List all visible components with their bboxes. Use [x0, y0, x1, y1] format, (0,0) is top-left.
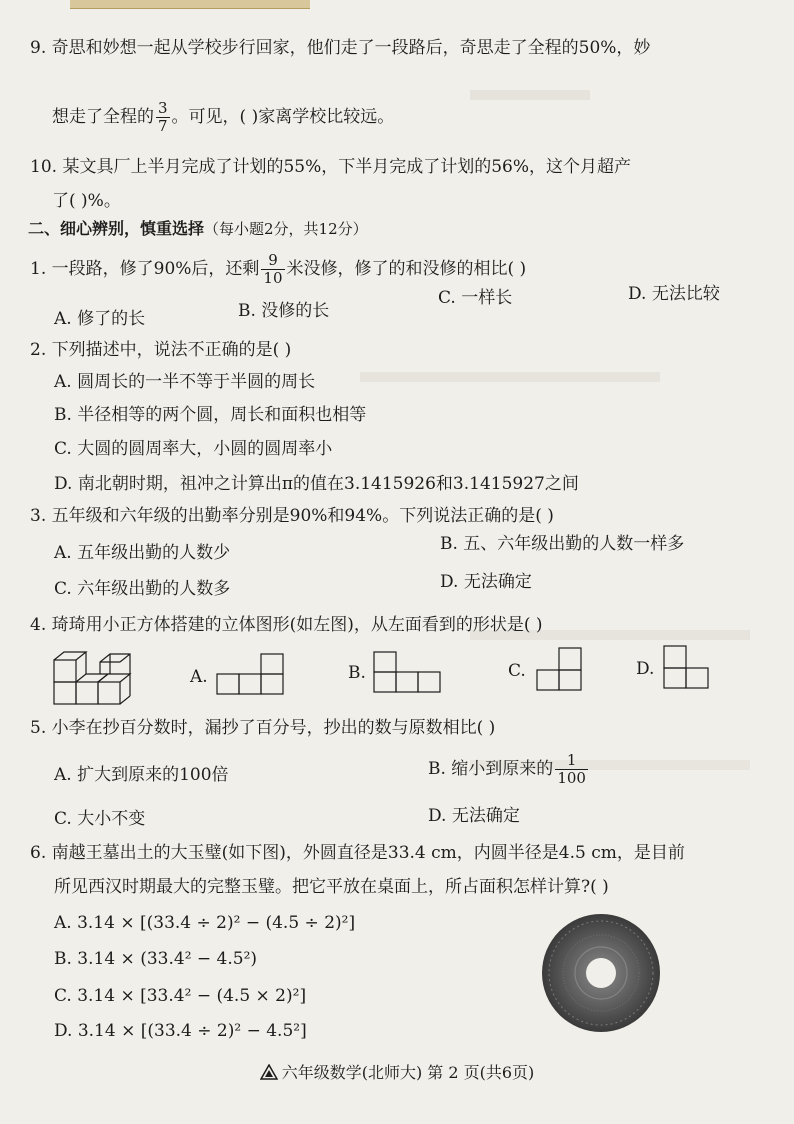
- s6-option-d: D. 3.14 × [(33.4 ÷ 2)² − 4.5²]: [54, 1021, 307, 1041]
- s6-option-a: A. 3.14 × [(33.4 ÷ 2)² − (4.5 ÷ 2)²]: [54, 913, 356, 933]
- section2-heading: [28, 218, 368, 240]
- option-a-view-drawing: [215, 650, 287, 696]
- s1-option-a: A. 修了的长: [54, 309, 146, 329]
- cube-structure-drawing: [52, 648, 142, 708]
- s1-option-b: B. 没修的长: [238, 301, 330, 321]
- s6-option-b: B. 3.14 × (33.4² − 4.5²): [54, 949, 258, 969]
- page-footer: [0, 1060, 794, 1084]
- s6-line1: 6. 南越王墓出土的大玉璧(如下图)，外圆直径是33.4 cm，内圆半径是4.5 cm，是目前: [30, 843, 685, 863]
- option-d-view-drawing: [662, 642, 714, 692]
- q9-fraction-num: 3: [158, 99, 168, 117]
- bleed-through-shadow: [470, 90, 590, 100]
- s3-option-d: D. 无法确定: [440, 572, 532, 592]
- section2-note: （每小题2分，共12分）: [204, 220, 368, 238]
- s1-option-d: D. 无法比较: [628, 284, 720, 304]
- s5-option-b: [428, 752, 590, 787]
- s5-fraction-num: 1: [566, 751, 577, 769]
- publisher-triangle-icon: [260, 1064, 278, 1084]
- s6-option-c: C. 3.14 × [33.4² − (4.5 × 2)²]: [54, 986, 307, 1006]
- s5-option-b-fraction: [555, 752, 588, 787]
- s5-option-c: C. 大小不变: [54, 809, 146, 829]
- s4-label-b: B.: [348, 663, 366, 683]
- s3-option-b: B. 五、六年级出勤的人数一样多: [440, 534, 685, 554]
- s4-label-d: D.: [636, 659, 655, 679]
- option-b-view-drawing: [372, 648, 446, 694]
- s2-option-c: C. 大圆的圆周率大，小圆的圆周率小: [54, 439, 333, 459]
- q9-fraction-den: 7: [158, 117, 168, 135]
- q9-line2-pre: 想走了全程的: [52, 107, 154, 127]
- s3-option-a: A. 五年级出勤的人数少: [54, 543, 231, 563]
- s5-option-b-pre: B. 缩小到原来的: [428, 759, 554, 779]
- option-c-view-drawing: [535, 644, 587, 694]
- s3-question: 3. 五年级和六年级的出勤率分别是90%和94%。下列说法正确的是( ): [30, 506, 554, 526]
- s4-option-a-figure: [215, 650, 287, 696]
- s1-fraction-num: 9: [268, 251, 278, 269]
- s1-question-pre: 1. 一段路，修了90%后，还剩: [30, 259, 260, 279]
- s1-option-c: C. 一样长: [438, 288, 513, 308]
- s3-option-c: C. 六年级出勤的人数多: [54, 579, 231, 599]
- s1-fraction-den: 10: [263, 269, 283, 287]
- top-tape-strip: [70, 0, 310, 9]
- s4-cube-structure-figure: [52, 648, 142, 708]
- s5-option-a: A. 扩大到原来的100倍: [54, 765, 229, 785]
- s5-question: 5. 小李在抄百分数时，漏抄了百分号，抄出的数与原数相比( ): [30, 718, 496, 738]
- q10-line1: 10. 某文具厂上半月完成了计划的55%，下半月完成了计划的56%，这个月超产: [30, 157, 632, 177]
- jade-bi-disc-figure: [540, 912, 662, 1034]
- s4-label-c: C.: [508, 661, 526, 681]
- s4-label-a: A.: [190, 667, 208, 687]
- s1-question-post: 米没修，修了的和没修的相比( ): [286, 259, 527, 279]
- s4-option-d-figure: [662, 642, 714, 692]
- bleed-through-shadow: [360, 372, 660, 382]
- s6-line2: 所见西汉时期最大的完整玉璧。把它平放在桌面上，所占面积怎样计算?( ): [54, 877, 609, 897]
- s2-option-a: A. 圆周长的一半不等于半圆的周长: [54, 372, 316, 392]
- q9-line1: 9. 奇思和妙想一起从学校步行回家，他们走了一段路后，奇思走了全程的50%，妙: [30, 38, 651, 58]
- s4-question: 4. 琦琦用小正方体搭建的立体图形(如左图)，从左面看到的形状是( ): [30, 615, 543, 635]
- s1-question: [30, 252, 526, 287]
- q9-line2-post: 。可见，( )家离学校比较远。: [171, 107, 395, 127]
- s4-option-c-figure: [535, 644, 587, 694]
- q9-fraction: [156, 100, 170, 135]
- s1-fraction: [261, 252, 284, 287]
- jade-bi-disc-drawing: [540, 912, 662, 1034]
- s2-option-b: B. 半径相等的两个圆，周长和面积也相等: [54, 405, 367, 425]
- s5-fraction-den: 100: [557, 769, 586, 787]
- q10-line2: 了( )%。: [52, 191, 121, 211]
- section2-title: 二、细心辨别，慎重选择: [28, 219, 205, 238]
- s4-option-b-figure: [372, 648, 446, 694]
- footer-text: 六年级数学(北师大) 第 2 页(共6页): [281, 1063, 535, 1082]
- s2-question: 2. 下列描述中，说法不正确的是( ): [30, 340, 292, 360]
- q9-line2: [52, 100, 394, 135]
- s5-option-d: D. 无法确定: [428, 806, 520, 826]
- s2-option-d: D. 南北朝时期，祖冲之计算出π的值在3.1415926和3.1415927之间: [54, 474, 579, 494]
